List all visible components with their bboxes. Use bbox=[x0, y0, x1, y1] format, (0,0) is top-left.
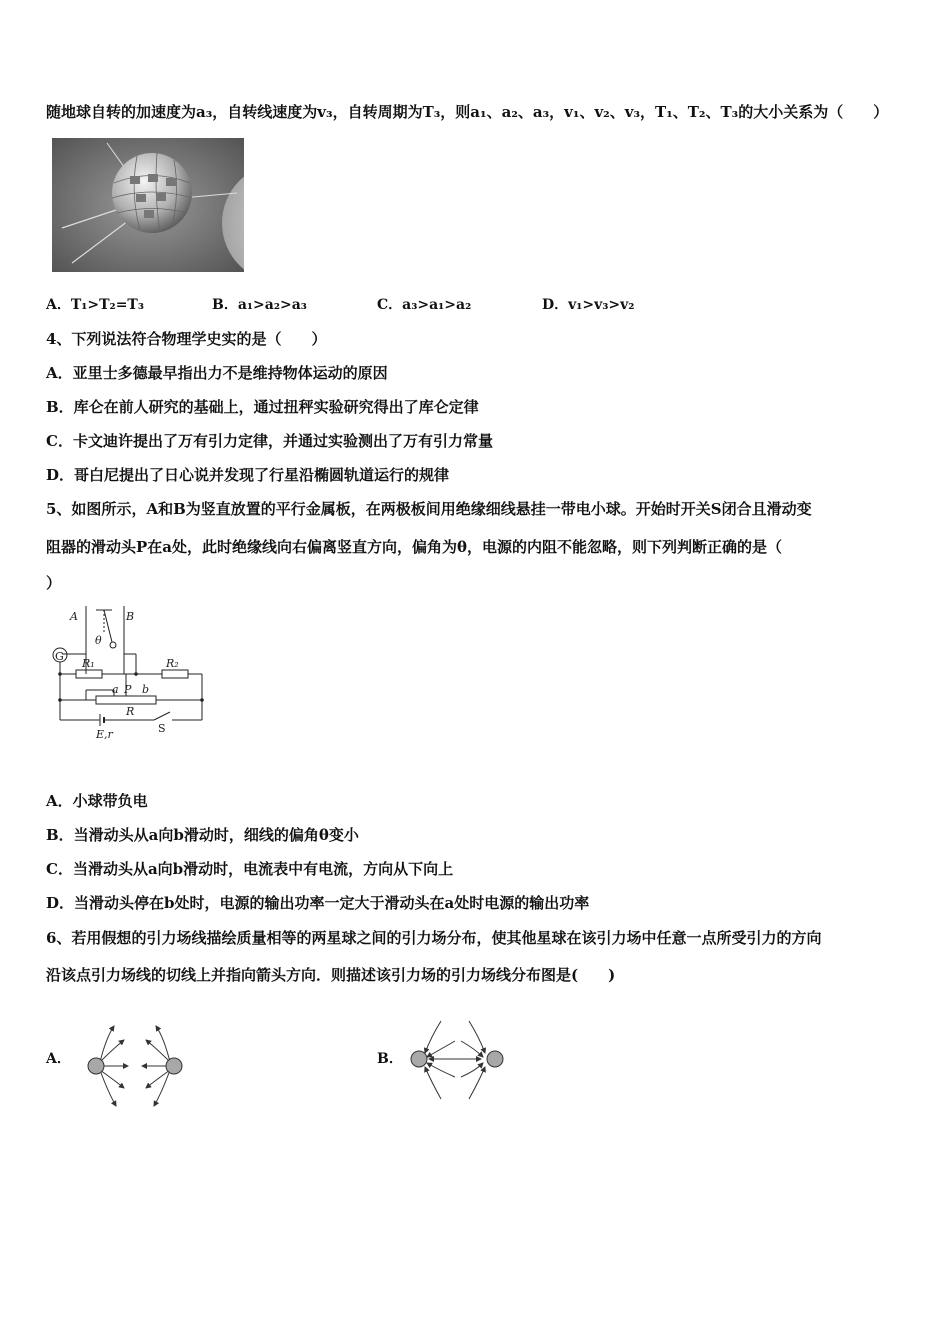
label-a: a bbox=[112, 683, 119, 696]
q5-stem-line-1: 5、如图所示，A和B为竖直放置的平行金属板，在两极板间用绝缘细线悬挂一带电小球。开始时开关S闭合且滑动变 bbox=[46, 500, 812, 518]
q4-option-a: A．亚里士多德最早指出力不是维持物体运动的原因 bbox=[46, 364, 388, 382]
circuit-diagram bbox=[46, 604, 216, 744]
q6-stem-line-2: 沿该点引力场线的切线上并指向箭头方向．则描述该引力场的引力场线分布图是( ) bbox=[46, 966, 616, 984]
q4-option-d: D．哥白尼提出了日心说并发现了行星沿椭圆轨道运行的规律 bbox=[46, 466, 450, 484]
label-p: P bbox=[124, 683, 132, 696]
label-r2: R₂ bbox=[166, 657, 179, 670]
q4-stem: 4、下列说法符合物理学史实的是（ ） bbox=[46, 330, 327, 348]
q3-stem-tail: 随地球自转的加速度为a₃，自转线速度为v₃，自转周期为T₃，则a₁、a₂、a₃，v₁、v₂、v₃，T₁、T₂、T₃的大小关系为（ ） bbox=[46, 103, 889, 121]
q5-stem-line-3: ） bbox=[46, 574, 62, 592]
q5-option-b: B．当滑动头从a向b滑动时，细线的偏角θ变小 bbox=[46, 826, 359, 844]
field-diagram-a bbox=[80, 1018, 190, 1112]
q3-option-c: C．a₃>a₁>a₂ bbox=[377, 297, 472, 313]
q5-option-c: C．当滑动头从a向b滑动时，电流表中有电流，方向从下向上 bbox=[46, 860, 454, 878]
label-plate-b: B bbox=[126, 610, 135, 623]
label-r: R bbox=[126, 705, 135, 718]
q3-option-a: A．T₁>T₂=T₃ bbox=[46, 297, 144, 313]
q5-stem-line-2: 阻器的滑动头P在a处，此时绝缘线向右偏离竖直方向，偏角为θ，电源的内阻不能忽略，则下列判断正确的是（ bbox=[46, 538, 783, 556]
q3-option-b: B．a₁>a₂>a₃ bbox=[212, 297, 307, 313]
field-diagram-b bbox=[405, 1015, 515, 1109]
q4-option-b: B．库仑在前人研究的基础上，通过扭秤实验研究得出了库仑定律 bbox=[46, 398, 479, 416]
satellite-photo bbox=[52, 138, 244, 272]
label-galvanometer: G bbox=[55, 650, 64, 663]
q6-option-a-label: A． bbox=[46, 1051, 71, 1067]
q5-option-d: D．当滑动头停在b处时，电源的输出功率一定大于滑动头在a处时电源的输出功率 bbox=[46, 894, 590, 912]
label-r1: R₁ bbox=[82, 657, 95, 670]
q5-option-a: A．小球带负电 bbox=[46, 792, 148, 810]
label-switch: S bbox=[158, 722, 166, 735]
q3-option-d: D．v₁>v₃>v₂ bbox=[542, 297, 635, 313]
label-theta: θ bbox=[95, 634, 102, 647]
label-plate-a: A bbox=[70, 610, 78, 623]
label-emf: E,r bbox=[96, 728, 113, 741]
q4-option-c: C．卡文迪许提出了万有引力定律，并通过实验测出了万有引力常量 bbox=[46, 432, 493, 450]
q6-option-b-label: B． bbox=[377, 1051, 403, 1067]
q6-stem-line-1: 6、若用假想的引力场线描绘质量相等的两星球之间的引力场分布，使其他星球在该引力场中任意一点所受引力的方向 bbox=[46, 929, 822, 947]
label-b: b bbox=[142, 683, 150, 696]
